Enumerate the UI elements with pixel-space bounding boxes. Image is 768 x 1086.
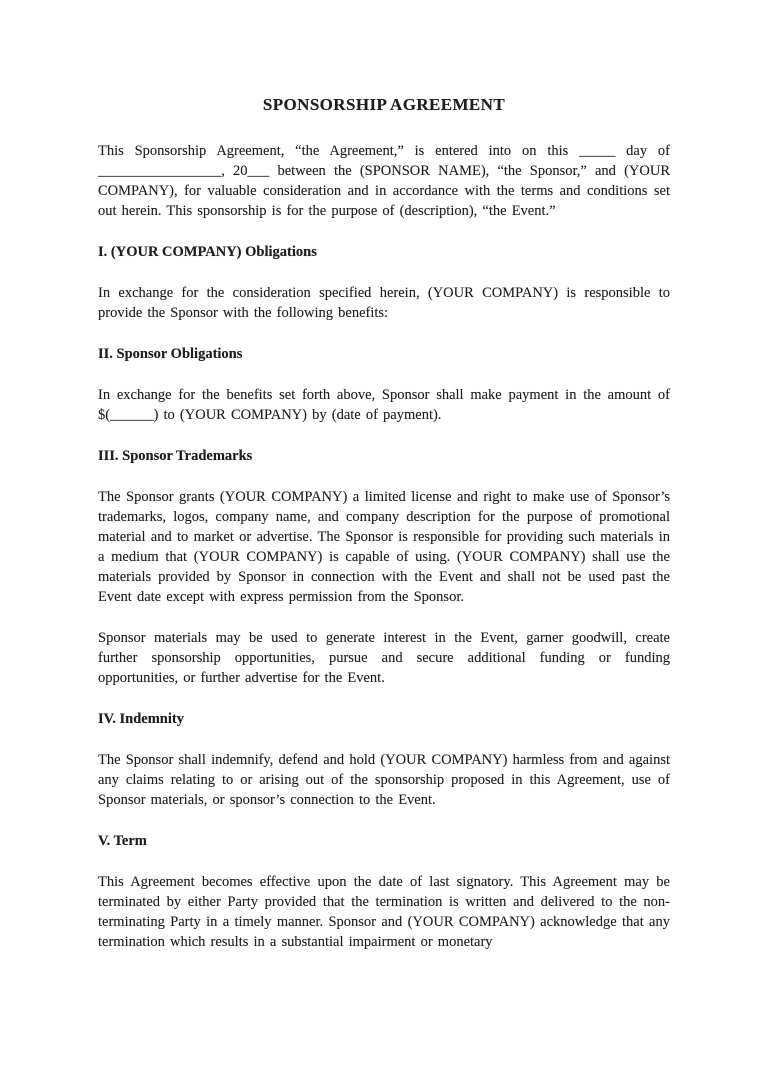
paragraph-indemnity: The Sponsor shall indemnify, defend and hold (YOUR COMPANY) harmless from and against any claims relating to or arising out of the sponsorship proposed in this Agreement, use of Sponsor materials, or sponsor’s connection to the Event.: [98, 752, 670, 808]
document-content: [98, 94, 670, 973]
intro-paragraph: This Sponsorship Agreement, “the Agreement,” is entered into on this _____ day of _________________, 20___ between the (SPONSOR NAME), “the Sponsor,” and (YOUR COMPANY), for valuable consideration and in accordance with the terms and conditions set out herein. This sponsorship is for the purpose of (description), “the Event.”: [98, 143, 670, 219]
paragraph-sponsor-trademarks-1: The Sponsor grants (YOUR COMPANY) a limited license and right to make use of Sponsor’s trademarks, logos, company name, and company description for the purpose of promotional material and to market or advertise. The Sponsor is responsible for providing such materials in a medium that (YOUR COMPANY) is capable of using. (YOUR COMPANY) shall use the materials provided by Sponsor in connection with the Event and shall not be used past the Event date except with express permission from the Sponsor.: [98, 489, 670, 605]
section-heading-term: V. Term: [98, 833, 147, 849]
paragraph-term: This Agreement becomes effective upon the date of last signatory. This Agreement may be terminated by either Party provided that the termination is written and delivered to the non-terminating Party in a timely manner. Sponsor and (YOUR COMPANY) acknowledge that any termination which results in a substantial impairment or monetary: [98, 874, 670, 950]
section-heading-sponsor-trademarks: III. Sponsor Trademarks: [98, 448, 253, 464]
section-heading-sponsor-obligations: II. Sponsor Obligations: [98, 346, 243, 362]
document-title: SPONSORSHIP AGREEMENT: [262, 95, 506, 114]
paragraph-sponsor-obligations: In exchange for the benefits set forth above, Sponsor shall make payment in the amount of $(______) to (YOUR COMPANY) by (date of payment).: [98, 387, 670, 423]
section-heading-company-obligations: I. (YOUR COMPANY) Obligations: [98, 244, 317, 260]
paragraph-sponsor-trademarks-2: Sponsor materials may be used to generate interest in the Event, garner goodwill, create further sponsorship opportunities, pursue and secure additional funding or funding opportunities, or further advertise for the Event.: [98, 630, 670, 686]
section-heading-indemnity: IV. Indemnity: [98, 711, 184, 727]
paragraph-company-obligations: In exchange for the consideration specified herein, (YOUR COMPANY) is responsible to provide the Sponsor with the following benefits:: [98, 285, 670, 321]
